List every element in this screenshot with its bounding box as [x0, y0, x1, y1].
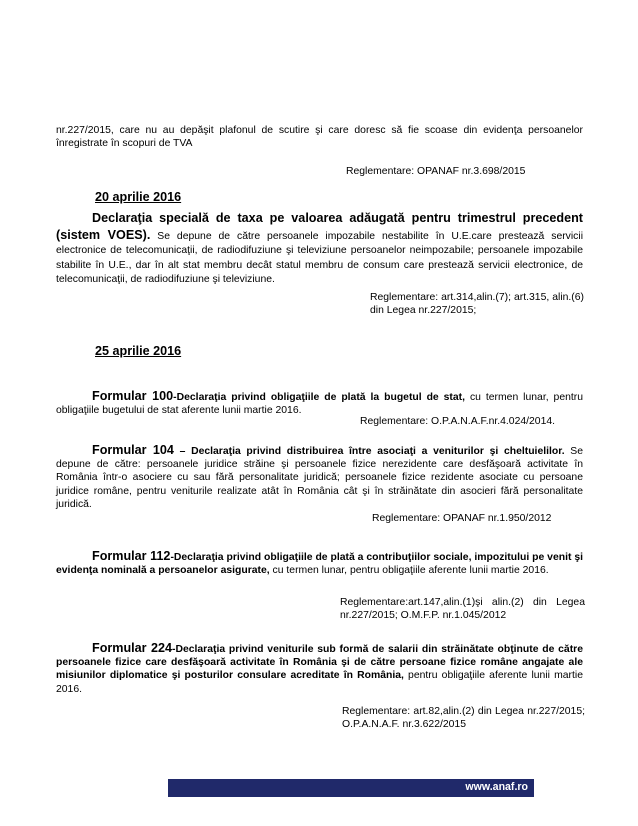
- f112-code: Formular 112: [92, 549, 171, 563]
- footer-bar: [168, 779, 534, 797]
- voes-paragraph: [56, 211, 583, 288]
- f224-regulation: Reglementare: art.82,alin.(2) din Legea nr.227/2015; O.P.A.N.A.F. nr.3.622/2015: [342, 706, 585, 730]
- f100-code: Formular 100: [92, 389, 174, 403]
- f224-code: Formular 224: [92, 641, 172, 655]
- f100-title: -Declaraţia privind obligaţiile de plată la bugetul de stat,: [173, 392, 466, 403]
- f104-body: Se depune de către: persoanele juridice străine şi persoanele fizice nerezidente care desfăşoară activitate în România într-o asociere cu sau fără personalitate juridică; persoanele fizice rezidente asociate cu persoane juridice române, pentru veniturile realizate atât în România cât şi în străinătate din asocieri fără personalitate juridică.: [56, 446, 583, 510]
- f104-regulation: Reglementare: OPANAF nr.1.950/2012: [372, 513, 552, 524]
- intro-paragraph: nr.227/2015, care nu au depăşit plafonul de scutire şi care doresc să fie scoase din evidenţa persoanelor înregistrate în scopuri de TVA: [56, 125, 583, 150]
- f224-title: -Declaraţia privind veniturile sub formă de salarii din străinătate obţinute de către persoanele fizice care desfăşoară activitate în România şi de către persoane fizice române angajate ale misiunilor diplomatice şi posturilor consulare acreditate în România,: [56, 644, 583, 682]
- section-date-25-april: 25 aprilie 2016: [95, 344, 182, 358]
- f112-title: -Declaraţia privind obligaţiile de plată a contribuţiilor sociale, impozitului pe venit şi evidenţa nominală a persoanelor asigurate,: [56, 552, 583, 577]
- f100-paragraph: [56, 390, 583, 417]
- intro-regulation: Reglementare: OPANAF nr.3.698/2015: [346, 166, 526, 177]
- voes-body: Se depune de către persoanele impozabile nestabilite în U.E.care prestează servicii electronice de telecomunicaţii, de radiodifuziune şi televiziune persoanelor neimpozabile; persoanele impozabile stabilite în U.E., dar în alt stat membru decât statul membru de consum care prestează servicii electronice, de telecomunicaţii, de radiodifuziune şi televiziune.: [56, 230, 583, 286]
- section-date-20-april: 20 aprilie 2016: [95, 190, 182, 204]
- f224-body: pentru obligaţiile aferente lunii martie 2016.: [56, 670, 583, 695]
- voes-regulation: Reglementare: art.314,alin.(7); art.315, alin.(6) din Legea nr.227/2015;: [370, 292, 584, 316]
- f104-paragraph: [56, 444, 583, 511]
- f112-regulation: Reglementare:art.147,alin.(1)şi alin.(2) din Legea nr.227/2015; O.M.F.P. nr.1.045/2012: [340, 597, 585, 621]
- f100-body: cu termen lunar, pentru obligaţiile bugetului de stat aferente lunii martie 2016.: [56, 392, 583, 417]
- f104-code: Formular 104: [92, 443, 174, 457]
- voes-title: Declaraţia specială de taxa pe valoarea adăugată pentru trimestrul precedent (sistem VOES).: [56, 211, 583, 242]
- f100-regulation: Reglementare: O.P.A.N.A.F.nr.4.024/2014.: [360, 416, 556, 427]
- f224-paragraph: [56, 642, 583, 696]
- f112-paragraph: [56, 550, 583, 577]
- f112-body: cu termen lunar, pentru obligaţiile aferente lunii martie 2016.: [269, 565, 549, 577]
- f104-title: – Declaraţia privind distribuirea între asociaţi a veniturilor şi cheltuielilor.: [173, 446, 565, 457]
- footer-website-link[interactable]: www.anaf.ro: [465, 781, 528, 793]
